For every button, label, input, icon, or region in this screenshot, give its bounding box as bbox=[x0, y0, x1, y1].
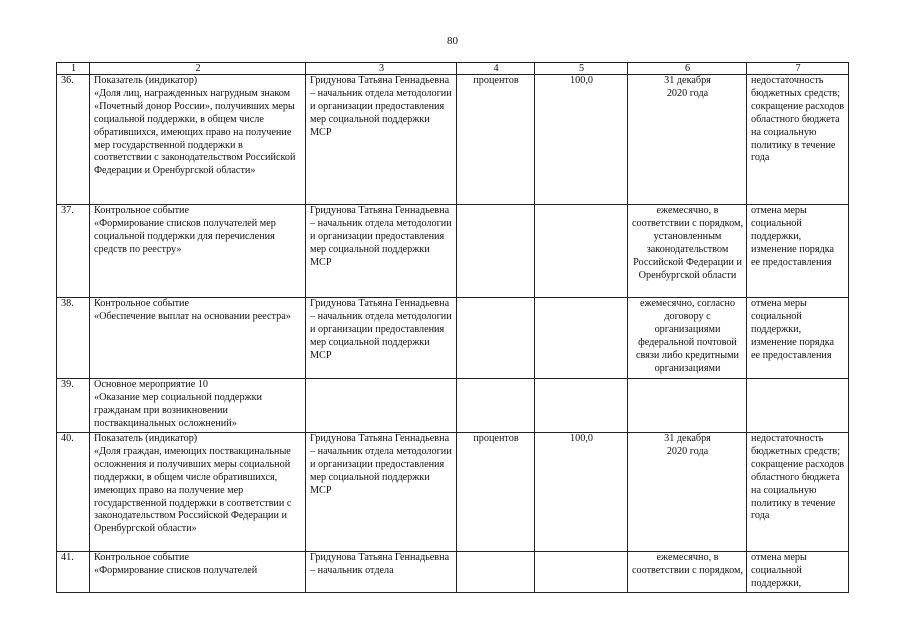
table-row bbox=[57, 552, 849, 593]
row-value bbox=[535, 379, 628, 433]
row-deadline: ежемесячно, в соответствии с порядком, установленным законодательством Российской Федерации и Оренбургской области bbox=[628, 205, 747, 298]
row-value bbox=[535, 552, 628, 593]
row-risk: отмена меры социальной поддержки, изменение порядка ее предоставления bbox=[747, 205, 849, 298]
row-deadline: ежемесячно, согласно договору с организациями федеральной почтовой связи либо кредитными организациями bbox=[628, 298, 747, 379]
row-responsible: Гридунова Татьяна Геннадьевна – начальник отдела методологии и организации предоставления мер социальной поддержки МСР bbox=[306, 298, 457, 379]
row-deadline: 31 декабря 2020 года bbox=[628, 75, 747, 205]
row-deadline bbox=[628, 379, 747, 433]
table-row bbox=[57, 205, 849, 298]
row-name: Показатель (индикатор) «Доля лиц, награжденных нагрудным знаком «Почетный донор России», получивших меры социальной поддержки, в общем числе обратившихся, имеющих право на получение мер государственной поддержки в соответствии с законодательством Российской Федерации и Оренбургской области» bbox=[90, 75, 306, 205]
row-number: 41. bbox=[57, 552, 90, 593]
row-unit bbox=[457, 552, 535, 593]
column-number-4: 4 bbox=[457, 63, 535, 75]
row-responsible: Гридунова Татьяна Геннадьевна – начальник отдела методологии и организации предоставления мер социальной поддержки МСР bbox=[306, 205, 457, 298]
row-deadline: 31 декабря 2020 года bbox=[628, 433, 747, 552]
row-number: 36. bbox=[57, 75, 90, 205]
row-risk: недостаточность бюджетных средств; сокращение расходов областного бюджета на социальную политику в течение года bbox=[747, 433, 849, 552]
column-number-6: 6 bbox=[628, 63, 747, 75]
row-name: Основное мероприятие 10 «Оказание мер социальной поддержки гражданам при возникновении поствакцинальных осложнений» bbox=[90, 379, 306, 433]
row-number: 40. bbox=[57, 433, 90, 552]
table-row bbox=[57, 379, 849, 433]
page-number: 80 bbox=[447, 35, 458, 47]
row-name: Показатель (индикатор) «Доля граждан, имеющих поствакцинальные осложнения и получивших меры социальной поддержки, в общем числе обратившихся, имеющих право на получение мер государственной поддержки в соответствии с законодательством Российской Федерации и Оренбургской области» bbox=[90, 433, 306, 552]
row-number: 37. bbox=[57, 205, 90, 298]
row-unit bbox=[457, 298, 535, 379]
row-value: 100,0 bbox=[535, 433, 628, 552]
row-unit: процентов bbox=[457, 433, 535, 552]
row-name: Контрольное событие «Формирование списков получателей мер социальной поддержки для перечисления средств по реестру» bbox=[90, 205, 306, 298]
column-number-row bbox=[57, 63, 849, 75]
row-risk: отмена меры социальной поддержки, bbox=[747, 552, 849, 593]
row-responsible: Гридунова Татьяна Геннадьевна – начальник отдела методологии и организации предоставления мер социальной поддержки МСР bbox=[306, 75, 457, 205]
column-number-7: 7 bbox=[747, 63, 849, 75]
row-risk: недостаточность бюджетных средств; сокращение расходов областного бюджета на социальную политику в течение года bbox=[747, 75, 849, 205]
row-unit bbox=[457, 379, 535, 433]
row-deadline: ежемесячно, в соответствии с порядком, bbox=[628, 552, 747, 593]
page-bottom-edge bbox=[0, 612, 905, 640]
row-unit bbox=[457, 205, 535, 298]
row-value bbox=[535, 205, 628, 298]
row-unit: процентов bbox=[457, 75, 535, 205]
row-name: Контрольное событие «Формирование списков получателей bbox=[90, 552, 306, 593]
row-number: 38. bbox=[57, 298, 90, 379]
table-row bbox=[57, 298, 849, 379]
row-responsible: Гридунова Татьяна Геннадьевна – начальник отдела bbox=[306, 552, 457, 593]
row-value bbox=[535, 298, 628, 379]
column-number-3: 3 bbox=[306, 63, 457, 75]
row-value: 100,0 bbox=[535, 75, 628, 205]
row-responsible bbox=[306, 379, 457, 433]
measures-table bbox=[56, 62, 849, 593]
row-responsible: Гридунова Татьяна Геннадьевна – начальник отдела методологии и организации предоставления мер социальной поддержки МСР bbox=[306, 433, 457, 552]
row-name: Контрольное событие «Обеспечение выплат на основании реестра» bbox=[90, 298, 306, 379]
row-risk: отмена меры социальной поддержки, изменение порядка ее предоставления bbox=[747, 298, 849, 379]
column-number-1: 1 bbox=[57, 63, 90, 75]
column-number-5: 5 bbox=[535, 63, 628, 75]
row-number: 39. bbox=[57, 379, 90, 433]
row-risk bbox=[747, 379, 849, 433]
column-number-2: 2 bbox=[90, 63, 306, 75]
table-row bbox=[57, 433, 849, 552]
table-row bbox=[57, 75, 849, 205]
